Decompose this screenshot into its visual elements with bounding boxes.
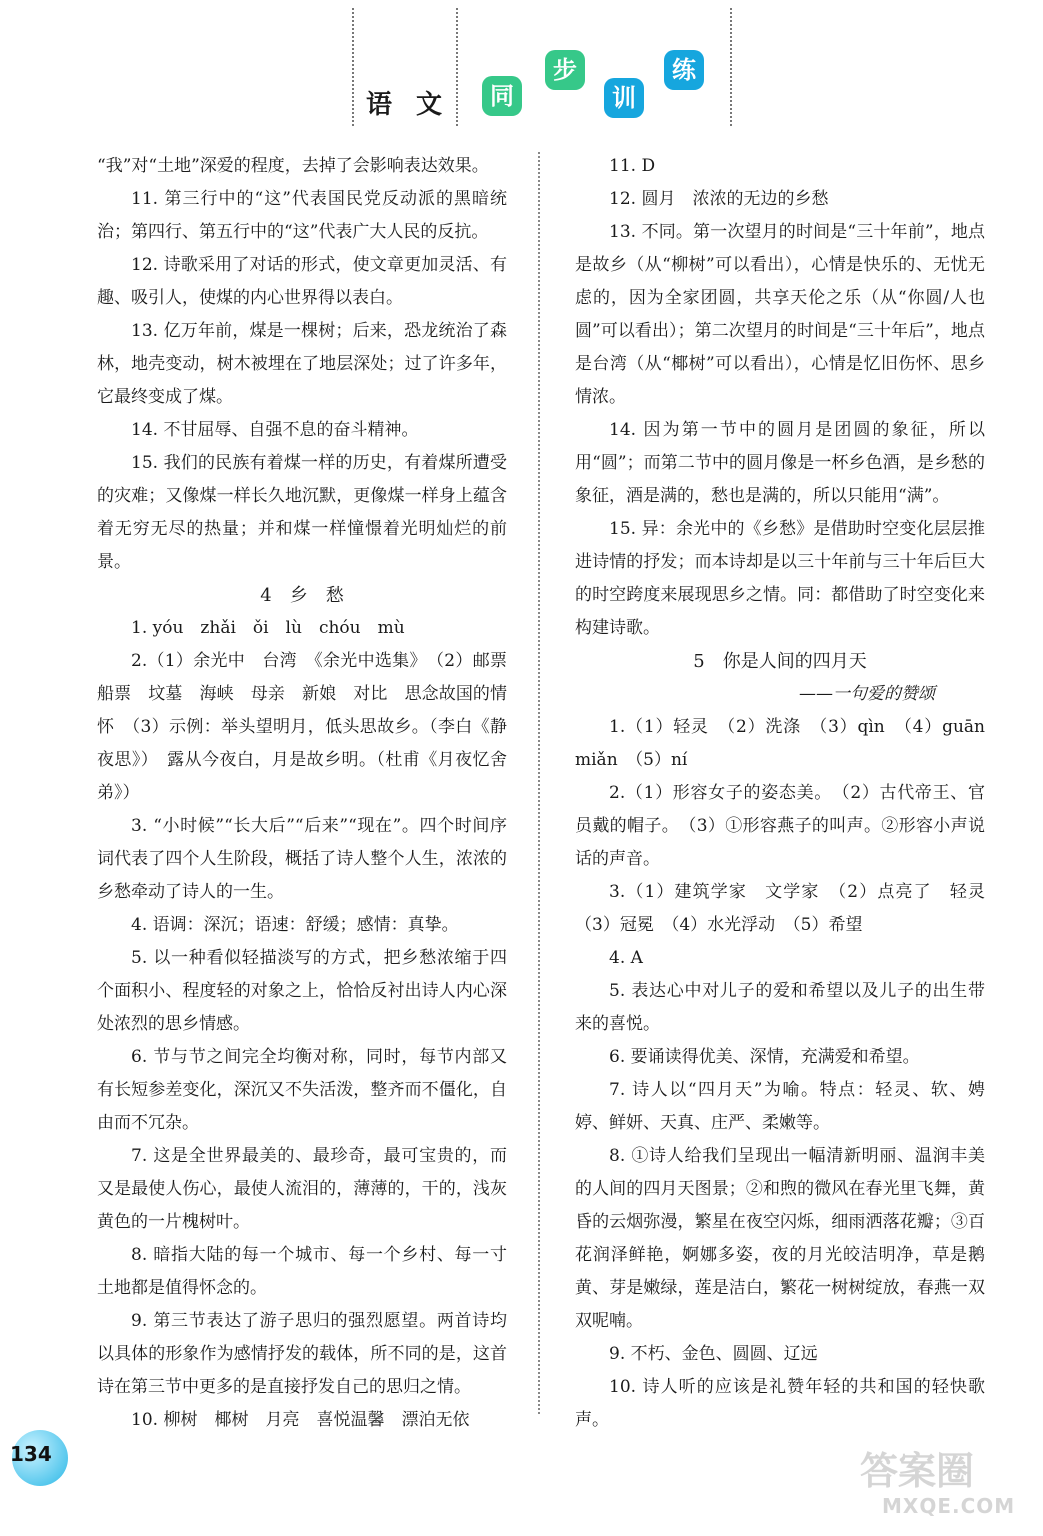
- answer-paragraph: 6. 要诵读得优美、深情，充满爱和希望。: [609, 1047, 920, 1067]
- answer-paragraph: 15. 异：余光中的《乡愁》是借助时空变化层层推进诗情的抒发；而本诗却是以三十年前与三十年后巨大的时空跨度来展现思乡之情。同：都借助了时空变化来构建诗歌。: [575, 519, 985, 638]
- answer-paragraph: 3. “小时候”“长大后”“后来”“现在”。四个时间序词代表了四个人生阶段，概括了诗人整个人生，浓浓的乡愁牵动了诗人的一生。: [97, 816, 507, 902]
- answer-paragraph: 12. 圆月 浓浓的无边的乡愁: [609, 189, 829, 209]
- answer-paragraph: 13. 不同。第一次望月的时间是“三十年前”，地点是故乡（从“柳树”可以看出），心情是快乐的、无忧无虑的，因为全家团圆，共享天伦之乐（从“你圆/人也圆”可以看出）；第二次望月的时间是“三十年后”，地点是台湾（从“椰树”可以看出），心情是忆旧伤怀、思乡情浓。: [575, 222, 985, 407]
- answer-paragraph: 7. 这是全世界最美的、最珍奇，最可宝贵的，而又是最使人伤心，最使人流泪的，薄薄的，干的，浅灰黄色的一片槐树叶。: [97, 1146, 507, 1232]
- answer-paragraph: 4. A: [609, 948, 643, 968]
- answer-paragraph: 13. 亿万年前，煤是一棵树；后来，恐龙统治了森林，地壳变动，树木被埋在了地层深处；过了许多年，它最终变成了煤。: [97, 321, 507, 407]
- subject-label-char-2: 文: [416, 90, 445, 120]
- answer-paragraph: 2.（1）余光中 台湾 《余光中选集》 （2）邮票 船票 坟墓 海峡 母亲 新娘 对比 思念故国的情怀 （3）示例：举头望明月，低头思故乡。（李白《静夜思》） 露从今夜白，月是故乡明。（杜甫《月夜忆舍弟》）: [97, 651, 524, 803]
- page-number-badge: [12, 1430, 68, 1486]
- answer-column-left: [97, 150, 524, 1437]
- section-subheading: ——一句爱的赞颂: [799, 684, 935, 704]
- answer-column-right: [575, 150, 985, 1437]
- watermark-text: 答案圈: [860, 1449, 975, 1493]
- answer-paragraph: 5. 以一种看似轻描淡写的方式，把乡愁浓缩于四个面积小、程度轻的对象之上，恰恰反衬出诗人内心深处浓烈的思乡情感。: [97, 948, 507, 1034]
- answer-paragraph: 3.（1）建筑学家 文学家 （2）点亮了 轻灵（3）冠冕 （4）水光浮动 （5）希望: [575, 882, 985, 935]
- answer-paragraph: 4. 语调：深沉；语速：舒缓；感情：真挚。: [131, 915, 459, 935]
- answer-paragraph: 11. 第三行中的“这”代表国民党反动派的黑暗统治；第四行、第五行中的“这”代表广大人民的反抗。: [97, 189, 507, 242]
- series-title-tile-4: 练: [664, 50, 704, 90]
- header-divider-left: [352, 8, 354, 126]
- answer-paragraph: “我”对“土地”深爱的程度，去掉了会影响表达效果。: [97, 156, 489, 176]
- answer-paragraph: 1.（1）轻灵 （2）洗涤 （3）qìn （4）guān miǎn （5）ní: [575, 717, 985, 770]
- answer-paragraph: 1. yóu zhǎi ǒi lù chóu mù: [131, 618, 405, 638]
- page-number: 134: [10, 1442, 52, 1466]
- watermark-logo: [860, 1440, 1030, 1530]
- series-title-tile-1: 同: [482, 76, 522, 116]
- page-header: [0, 0, 1043, 140]
- answer-paragraph: 12. 诗歌采用了对话的形式，使文章更加灵活、有趣、吸引人，使煤的内心世界得以表白。: [97, 255, 507, 308]
- header-divider-middle: [456, 8, 458, 126]
- answer-paragraph: 2.（1）形容女子的姿态美。 （2）古代帝王、官员戴的帽子。 （3）①形容燕子的叫声。②形容小声说话的声音。: [575, 783, 985, 869]
- watermark-url: MXQE.COM: [882, 1494, 1016, 1518]
- answer-paragraph: 9. 不朽、金色、圆圆、辽远: [609, 1344, 818, 1364]
- answer-paragraph: 14. 不甘屈辱、自强不息的奋斗精神。: [131, 420, 419, 440]
- answer-paragraph: 14. 因为第一节中的圆月是团圆的象征，所以用“圆”；而第二节中的圆月像是一杯乡色酒，是乡愁的象征，酒是满的，愁也是满的，所以只能用“满”。: [575, 420, 985, 506]
- section-heading: 5 你是人间的四月天: [693, 651, 867, 672]
- answer-paragraph: 6. 节与节之间完全均衡对称，同时，每节内部又有长短参差变化，深沉又不失活泼，整齐而不僵化，自由而不冗杂。: [97, 1047, 507, 1133]
- answer-paragraph: 10. 诗人听的应该是礼赞年轻的共和国的轻快歌声。: [575, 1377, 985, 1430]
- column-divider: [538, 152, 540, 1414]
- section-heading: 4 乡 愁: [260, 585, 344, 606]
- series-title-tile-2: 步: [545, 50, 585, 90]
- answer-paragraph: 11. D: [609, 156, 656, 176]
- answer-paragraph: 8. ①诗人给我们呈现出一幅清新明丽、温润丰美的人间的四月天图景；②和煦的微风在春光里飞舞，黄昏的云烟弥漫，繁星在夜空闪烁，细雨洒落花瓣；③百花润泽鲜艳，婀娜多姿，夜的月光皎洁明净，草是鹅黄、芽是嫩绿，莲是洁白，繁花一树树绽放，春燕一双双呢喃。: [575, 1146, 985, 1331]
- answer-paragraph: 10. 柳树 椰树 月亮 喜悦温馨 漂泊无依: [131, 1410, 470, 1430]
- answer-paragraph: 9. 第三节表达了游子思归的强烈愿望。两首诗均以具体的形象作为感情抒发的载体，所不同的是，这首诗在第三节中更多的是直接抒发自己的思归之情。: [97, 1311, 507, 1397]
- answer-paragraph: 7. 诗人以“四月天”为喻。特点：轻灵、软、娉婷、鲜妍、天真、庄严、柔嫩等。: [575, 1080, 985, 1133]
- header-divider-right: [730, 8, 732, 126]
- answer-paragraph: 15. 我们的民族有着煤一样的历史，有着煤所遭受的灾难；又像煤一样长久地沉默，更像煤一样身上蕴含着无穷无尽的热量；并和煤一样憧憬着光明灿烂的前景。: [97, 453, 507, 572]
- answer-paragraph: 8. 暗指大陆的每一个城市、每一个乡村、每一寸土地都是值得怀念的。: [97, 1245, 507, 1298]
- answer-paragraph: 5. 表达心中对儿子的爱和希望以及儿子的出生带来的喜悦。: [575, 981, 985, 1034]
- series-title-tile-3: 训: [604, 78, 644, 118]
- subject-label-char-1: 语: [366, 90, 395, 120]
